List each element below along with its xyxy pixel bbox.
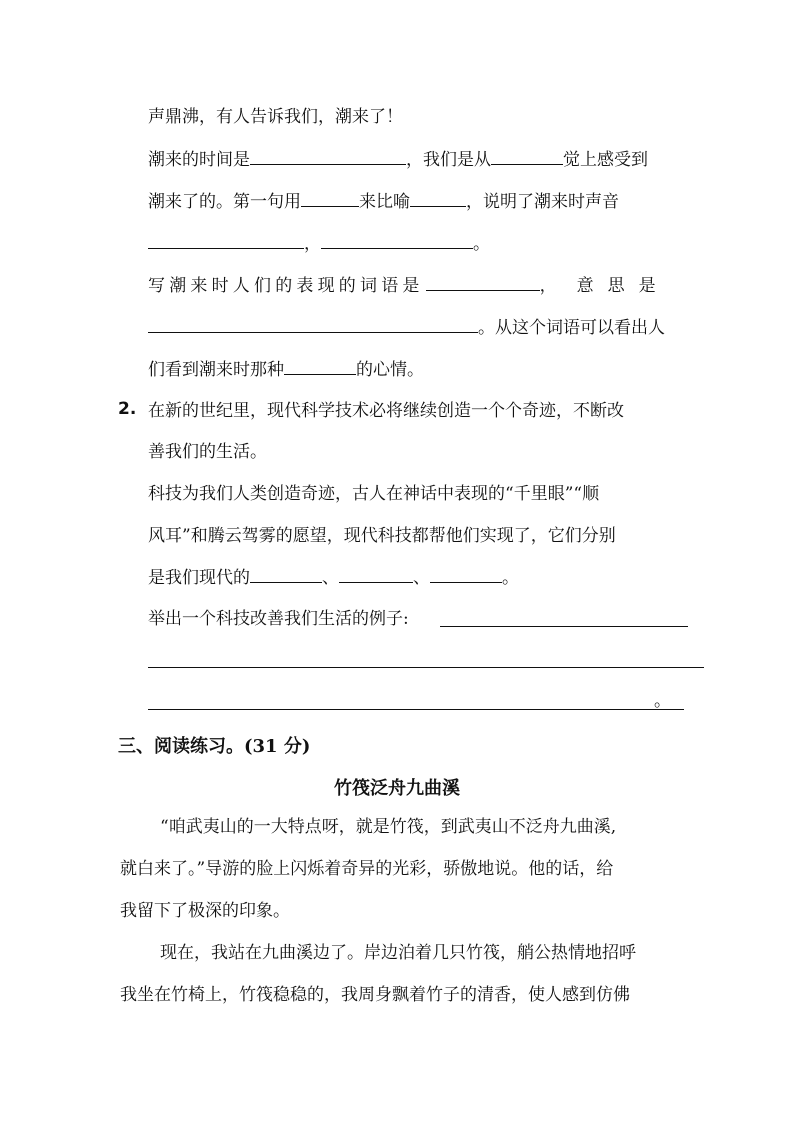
q1-text: 觉上感受到 [563,150,648,170]
answer-blank-metaphor-vehicle[interactable] [301,190,359,207]
q1-text: ， [539,276,557,296]
passage-line: 就白来了。”导游的脸上闪烁着奇异的光彩，骄傲地说。他的话，给 [120,859,614,879]
q1-text: 意 [576,276,594,296]
q2-text: 、 [413,568,430,588]
answer-blank-meaning[interactable] [148,316,478,333]
q1-line-1: 声鼎沸，有人告诉我们，潮来了！ [148,107,403,127]
answer-blank-tech-2[interactable] [339,566,413,583]
answer-blank-tech-1[interactable] [250,566,322,583]
answer-blank-metaphor-target[interactable] [410,190,466,207]
section-heading: 三、阅读练习。(31 分) [118,736,311,757]
answer-blank-mood[interactable] [284,358,356,375]
answer-blank-sound-2[interactable] [321,232,473,249]
q1-line-7 [148,358,424,381]
q2-line-2: 善我们的生活。 [148,442,267,462]
q1-text: 们看到潮来时那种 [148,360,284,380]
answer-blank-tide-time[interactable] [250,148,406,165]
passage-line: 我留下了极深的印象。 [120,901,290,921]
q1-text: 写潮来时人们的表现的词语是 [148,276,424,296]
q1-line-5 [148,274,656,297]
q2-text: 是我们现代的 [148,568,250,588]
answer-blank-tech-3[interactable] [430,566,502,583]
question-number-2: 2. [118,399,137,419]
passage-line: 现在，我站在九曲溪边了。岸边泊着几只竹筏，艄公热情地招呼 [160,943,636,963]
q2-line-4: 风耳”和腾云驾雾的愿望，现代科技都帮他们实现了，它们分别 [148,526,616,546]
q1-line-3 [148,190,619,213]
q1-text: ，说明了潮来时声音 [466,192,619,212]
q1-text: ， [304,234,321,254]
q1-text: 。 [473,234,490,254]
q2-text: 。 [502,568,519,588]
q1-text: 潮来了的。第一句用 [148,192,301,212]
q1-line-6 [148,316,665,339]
q1-text: 潮来的时间是 [148,150,250,170]
answer-line-example-2[interactable] [148,667,704,668]
q2-line-1: 在新的世纪里，现代科学技术必将继续创造一个个奇迹，不断改 [148,401,624,421]
answer-line-example-1[interactable] [440,626,688,627]
passage-line: “咱武夷山的一大特点呀，就是竹筏，到武夷山不泛舟九曲溪, [160,817,617,837]
answer-blank-sense[interactable] [491,148,563,165]
answer-blank-people-reaction[interactable] [426,274,540,291]
q2-line-3: 科技为我们人类创造奇迹，古人在神话中表现的“千里眼”“顺 [148,484,600,504]
q2-text: 、 [322,568,339,588]
q1-text: 思 [607,276,625,296]
q1-text: 。从这个词语可以看出人 [478,318,665,338]
passage-title: 竹筏泛舟九曲溪 [334,778,460,799]
q2-line-5 [148,566,519,589]
q2-line-6: 举出一个科技改善我们生活的例子: [148,609,409,629]
answer-blank-sound-1[interactable] [148,232,304,249]
q1-line-4 [148,232,490,255]
q1-text: 的心情。 [356,360,424,380]
q2-end-mark: 。 [654,691,671,711]
q1-line-2 [148,148,648,171]
q1-text: 来比喻 [359,192,410,212]
q1-text: ，我们是从 [406,150,491,170]
answer-line-example-3[interactable] [148,709,684,710]
q1-text: 是 [638,276,656,296]
passage-line: 我坐在竹椅上，竹筏稳稳的，我周身飘着竹子的清香，使人感到仿佛 [120,985,630,1005]
